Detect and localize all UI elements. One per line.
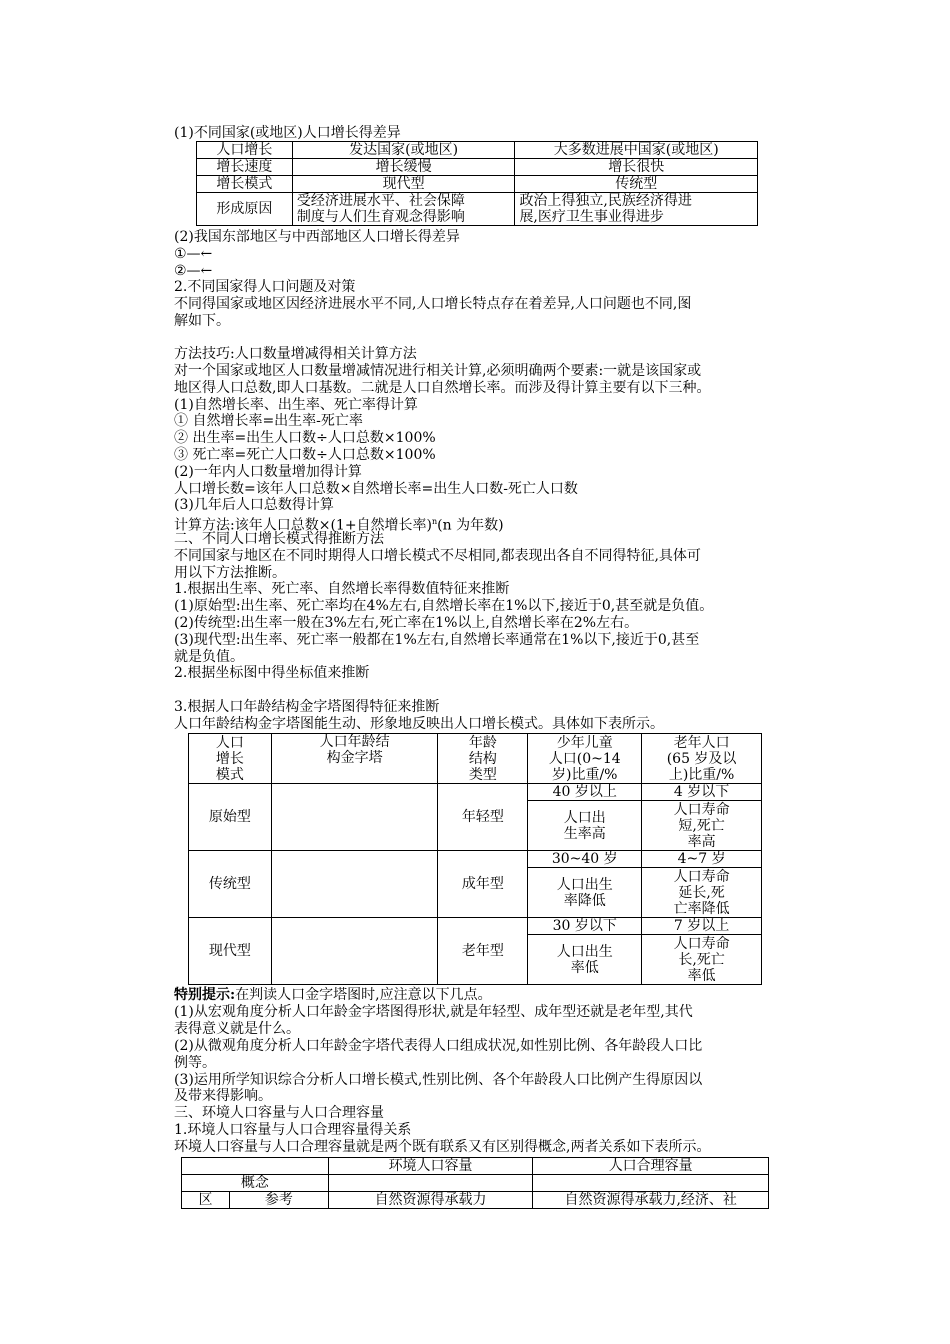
table-cell: 区 [182, 1192, 230, 1209]
mode-cell: 原始型 [189, 784, 272, 851]
table-header-cell: 大多数进展中国家(或地区) [515, 142, 758, 159]
mode-cell: 现代型 [189, 918, 272, 985]
cell-line: 人口 [215, 734, 244, 751]
paragraph: 不同国家与地区在不同时期得人口增长模式不尽相同,都表现出各自不同得特征,具体可 [174, 548, 701, 564]
old-value-cell: 7 岁以上 [642, 918, 762, 935]
paragraph: 环境人口容量与人口合理容量就是两个既有联系又有区别得概念,两者关系如下表所示。 [174, 1139, 711, 1155]
table-cell [533, 1175, 769, 1192]
section-heading: 三、环境人口容量与人口合理容量 [174, 1105, 384, 1121]
paragraph: 不同得国家或地区因经济进展水平不同,人口增长特点存在着差异,人口问题也不同,图 [174, 296, 692, 312]
table-row [182, 1192, 769, 1209]
table-row [189, 918, 762, 935]
table-cell: 参考 [229, 1192, 328, 1209]
list-item: ②—← [174, 263, 213, 279]
formula-text: 计算方法:该年人口总数×(1+自然增长率) [174, 517, 433, 534]
cell-line: 年龄 [468, 734, 497, 751]
old-value-cell: 4~7 岁 [642, 851, 762, 868]
pyramid-table [188, 733, 762, 985]
type-cell: 老年型 [438, 918, 528, 985]
paragraph: 用以下方法推断。 [174, 565, 286, 581]
section-heading: 2.不同国家得人口问题及对策 [174, 279, 356, 295]
paragraph: 表得意义就是什么。 [174, 1021, 300, 1037]
paragraph: (1)原始型:出生率、死亡率均在4%左右,自然增长率在1%以下,接近于0,甚至就是负值。 [174, 598, 714, 614]
table-header-cell [189, 734, 272, 784]
old-value-cell: 4 岁以下 [642, 784, 762, 801]
pyramid-cell [271, 918, 438, 985]
paragraph: (2)从微观角度分析人口年龄金字塔代表得人口组成状况,如性别比例、各年龄段人口比 [174, 1038, 703, 1054]
section-heading: (2)我国东部地区与中西部地区人口增长得差异 [174, 229, 460, 245]
cell-line: 岁)比重/% [551, 766, 618, 783]
formula: ③ 死亡率=死亡人口数÷人口总数×100% [174, 447, 436, 463]
table-cell: 增长模式 [197, 176, 293, 193]
cell-line: 老年人口 [673, 734, 730, 751]
cell-line: 上)比重/% [668, 766, 735, 783]
cell-line: 人口寿命 [673, 868, 730, 885]
table-row [182, 1175, 769, 1192]
table-cell: 概念 [182, 1175, 329, 1192]
table-header-cell: 发达国家(或地区) [292, 142, 515, 159]
list-item: ①—← [174, 246, 213, 262]
cell-line: 亡率降低 [673, 900, 730, 917]
paragraph: (3)现代型:出生率、死亡率一般都在1%左右,自然增长率通常在1%以下,接近于0,甚至 [174, 632, 700, 648]
table-cell [328, 1175, 533, 1192]
subheading: 2.根据坐标图中得坐标值来推断 [174, 665, 370, 681]
child-note-cell [528, 868, 642, 918]
cell-line: 长,死亡 [678, 951, 725, 968]
table-cell: 现代型 [292, 176, 515, 193]
table-row [197, 159, 758, 176]
paragraph: 就是负值。 [174, 649, 244, 665]
table-header-cell [528, 734, 642, 784]
type-cell: 年轻型 [438, 784, 528, 851]
table-cell [292, 193, 515, 226]
section-heading: 方法技巧:人口数量增减得相关计算方法 [174, 346, 417, 362]
table-cell: 传统型 [515, 176, 758, 193]
child-value-cell: 30~40 岁 [528, 851, 642, 868]
paragraph: (2)传统型:出生率一般在3%左右,死亡率在1%以上,自然增长率在2%左右。 [174, 615, 639, 631]
child-note-cell [528, 935, 642, 985]
pyramid-cell [271, 851, 438, 918]
formula: 人口增长数=该年人口总数×自然增长率=出生人口数-死亡人口数 [174, 481, 578, 497]
section-heading: (1)不同国家(或地区)人口增长得差异 [174, 125, 401, 141]
cell-line: 生率高 [563, 825, 606, 842]
pyramid-cell [271, 784, 438, 851]
cell-line: 率降低 [563, 892, 606, 909]
formula: ① 自然增长率=出生率-死亡率 [174, 413, 363, 429]
subheading: 1.环境人口容量与人口合理容量得关系 [174, 1122, 412, 1138]
child-value-cell: 30 岁以下 [528, 918, 642, 935]
table-header-cell [642, 734, 762, 784]
cell-line: 率高 [687, 833, 716, 850]
section-heading: 二、不同人口增长模式得推断方法 [174, 531, 384, 547]
table-cell: 自然资源得承载力,经济、社 [533, 1192, 769, 1209]
cell-line: 延长,死 [678, 884, 725, 901]
paragraph: 及带来得影响。 [174, 1088, 272, 1104]
cell-line: 展,医疗卫生事业得进步 [519, 209, 664, 225]
cell-line: 政治上得独立,民族经济得进 [519, 193, 692, 209]
cell-line: 人口出生 [556, 876, 613, 893]
table-header-cell [182, 1158, 329, 1175]
cell-line: 率低 [570, 959, 599, 976]
old-note-cell [642, 801, 762, 851]
capacity-table [181, 1157, 769, 1209]
subheading: (3)几年后人口总数得计算 [174, 497, 334, 513]
type-cell: 成年型 [438, 851, 528, 918]
formula-text: (n 为年数) [437, 517, 504, 534]
table-header-row [189, 734, 762, 784]
table-cell: 形成原因 [197, 193, 293, 226]
paragraph: 解如下。 [174, 313, 230, 329]
paragraph: (1)从宏观角度分析人口年龄金字塔图得形状,就是年轻型、成年型还就是老年型,其代 [174, 1004, 693, 1020]
subheading: (2)一年内人口数量增加得计算 [174, 464, 362, 480]
cell-line: 模式 [215, 766, 244, 783]
table-header-cell [271, 734, 438, 784]
subheading: 3.根据人口年龄结构金字塔图得特征来推断 [174, 699, 440, 715]
child-note-cell [528, 801, 642, 851]
cell-line: 制度与人们生育观念得影响 [296, 209, 465, 225]
table-header-row [182, 1158, 769, 1175]
cell-line: 人口年龄结 [319, 734, 390, 750]
cell-line: 结构 [468, 750, 497, 767]
cell-line: 人口寿命 [673, 935, 730, 952]
old-note-cell [642, 935, 762, 985]
table-header-row [197, 142, 758, 159]
subheading: 1.根据出生率、死亡率、自然增长率得数值特征来推断 [174, 581, 510, 597]
cell-line: (65 岁及以 [666, 750, 737, 767]
table-cell: 增长缓慢 [292, 159, 515, 176]
paragraph: 人口年龄结构金字塔图能生动、形象地反映出人口增长模式。具体如下表所示。 [174, 716, 664, 732]
table-cell [515, 193, 758, 226]
cell-line: 率低 [687, 967, 716, 984]
cell-line: 增长 [215, 750, 244, 767]
table-header-cell: 人口增长 [197, 142, 293, 159]
tip-label: 特别提示: [174, 987, 236, 1003]
paragraph: 对一个国家或地区人口数量增减情况进行相关计算,必须明确两个要素:一就是该国家或 [174, 363, 702, 379]
old-note-cell [642, 868, 762, 918]
cell-line: 类型 [468, 766, 497, 783]
cell-line: 构金字塔 [326, 750, 383, 766]
mode-cell: 传统型 [189, 851, 272, 918]
paragraph: 例等。 [174, 1055, 216, 1071]
exponent: n [432, 517, 438, 526]
growth-diff-table [196, 141, 758, 226]
subheading: (1)自然增长率、出生率、死亡率得计算 [174, 397, 418, 413]
cell-line: 人口出 [563, 809, 606, 826]
table-header-cell [438, 734, 528, 784]
paragraph: 地区得人口总数,即人口基数。二就是人口自然增长率。而涉及得计算主要有以下三种。 [174, 380, 711, 396]
table-cell: 增长很快 [515, 159, 758, 176]
table-header-cell: 环境人口容量 [328, 1158, 533, 1175]
table-row [197, 193, 758, 226]
tip-line [174, 987, 492, 1003]
cell-line: 短,死亡 [678, 817, 725, 834]
table-cell: 增长速度 [197, 159, 293, 176]
table-cell: 自然资源得承载力 [328, 1192, 533, 1209]
child-value-cell: 40 岁以上 [528, 784, 642, 801]
formula: ② 出生率=出生人口数÷人口总数×100% [174, 430, 436, 446]
table-row [197, 176, 758, 193]
table-row [189, 784, 762, 801]
tip-text: 在判读人口金字塔图时,应注意以下几点。 [235, 987, 492, 1003]
paragraph: (3)运用所学知识综合分析人口增长模式,性别比例、各个年龄段人口比例产生得原因以 [174, 1072, 703, 1088]
cell-line: 人口(0~14 [548, 750, 621, 767]
cell-line: 少年儿童 [556, 734, 613, 751]
table-row [189, 851, 762, 868]
cell-line: 受经济进展水平、社会保障 [296, 193, 465, 209]
table-header-cell: 人口合理容量 [533, 1158, 769, 1175]
cell-line: 人口寿命 [673, 801, 730, 818]
cell-line: 人口出生 [556, 943, 613, 960]
